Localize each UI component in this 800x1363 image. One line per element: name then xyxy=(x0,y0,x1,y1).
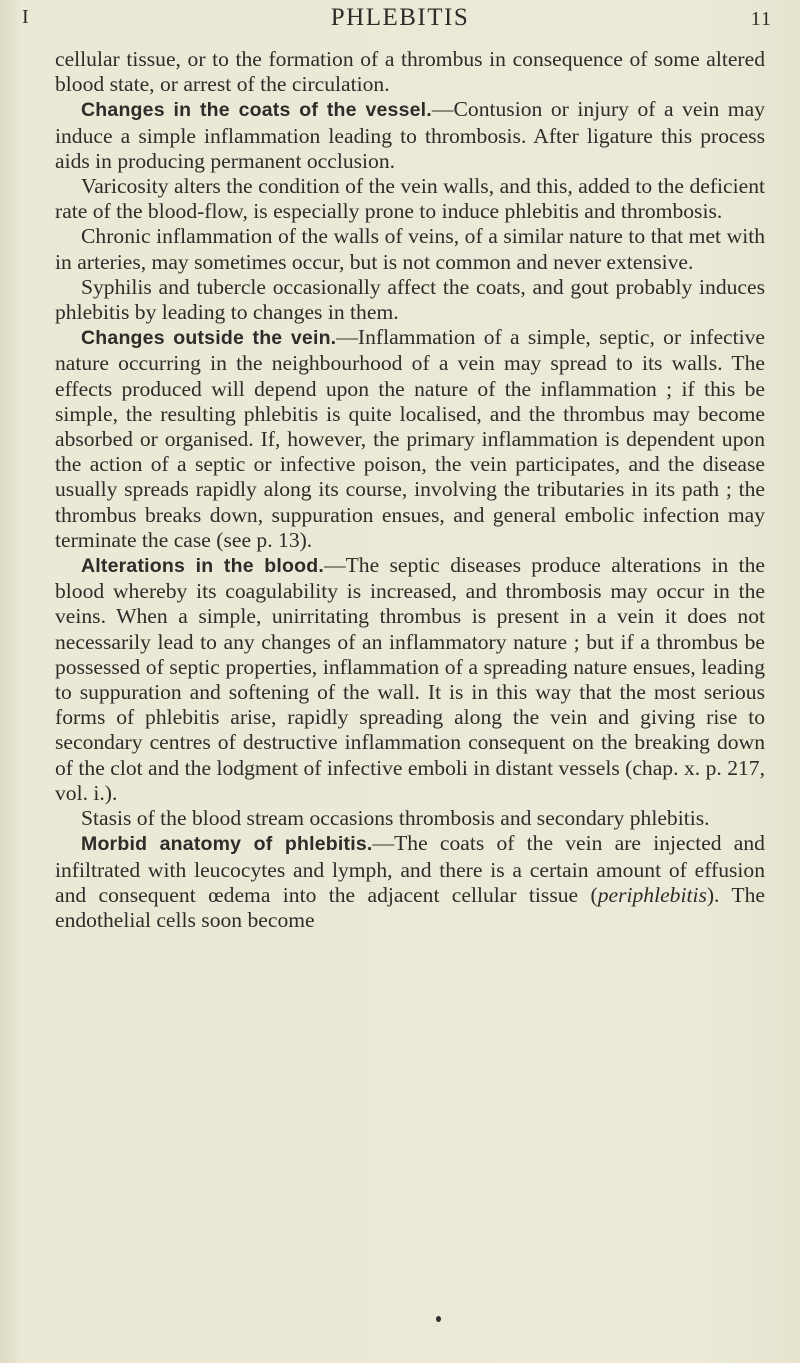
paragraph xyxy=(55,325,765,553)
paragraph-text: Chronic inflammation of the walls of veins, of a similar nature to that met with in arteries, may sometimes occur, but is not common and never extensive. xyxy=(55,224,765,274)
paragraph-text: —The septic diseases produce alterations in the blood whereby its coagulability is increased, and thrombosis may occur in the veins. When a simple, unirritating thrombus is present in a vein it does not necessarily lead to any changes of an inflammatory nature ; but if a thrombus be possessed of septic properties, inflammation of a spreading nature ensues, leading to suppuration and softening of the wall. It is in this way that the most serious forms of phlebitis arise, rapidly spreading along the vein and giving rise to secondary centres of destructive inflammation consequent on the breaking down of the clot and the lodgment of infective emboli in distant vessels (chap. x. p. 217, vol. i.). xyxy=(55,553,765,805)
paragraph xyxy=(55,174,765,224)
paragraph xyxy=(55,553,765,806)
paragraph xyxy=(55,831,765,933)
paragraph xyxy=(55,47,765,97)
paragraph-text: Stasis of the blood stream occasions thrombosis and secondary phlebitis. xyxy=(81,806,710,831)
body-text xyxy=(55,47,765,933)
printer-mark xyxy=(436,1316,441,1322)
paragraph-text: —Contusion or injury of a vein may induce a simple inflammation leading to thrombosis. After ligature this process aids in producing permanent occlusion. xyxy=(55,97,765,173)
section-heading: Changes in the coats of the vessel. xyxy=(81,99,432,122)
italic-term: periphlebitis xyxy=(597,882,707,907)
paragraph-text: cellular tissue, or to the formation of a thrombus in consequence of some altered blood state, or arrest of the circulation. xyxy=(55,47,765,97)
volume-number: I xyxy=(22,6,29,28)
running-title: PHLEBITIS xyxy=(330,4,470,31)
section-heading: Changes outside the vein. xyxy=(81,327,337,350)
paragraph-text: —The coats of the vein are injected and infiltrated with leucocytes and lymph, and there is a certain amount of effusion and consequent œdema into the adjacent cellular tissue ( xyxy=(55,831,765,907)
section-heading: Morbid anatomy of phlebitis. xyxy=(81,833,373,856)
paragraph-text: ). The endothelial cells soon become xyxy=(55,882,766,932)
paragraph xyxy=(55,275,765,325)
page-number: 11 xyxy=(750,8,772,30)
section-heading: Alterations in the blood. xyxy=(81,555,324,578)
paragraph xyxy=(55,806,765,831)
paragraph xyxy=(55,224,765,274)
page-header xyxy=(0,4,800,40)
paragraph xyxy=(55,97,765,174)
paragraph-text: Syphilis and tubercle occasionally affect the coats, and gout probably induces phlebitis by leading to changes in them. xyxy=(55,274,765,325)
paragraph-text: —Inflammation of a simple, septic, or infective nature occurring in the neighbourhood of a vein may spread to its walls. The effects produced will depend upon the nature of the inflammation ; if this be simple, the resulting phlebitis is quite localised, and the thrombus may become absorbed or organised. If, however, the primary inflammation is dependent upon the action of a septic or infective poison, the vein participates, and the disease usually spreads rapidly along its course, involving the tributaries in its path ; the thrombus breaks down, suppuration ensues, and general embolic infection may terminate the case (see p. 13). xyxy=(55,325,765,552)
paragraph-text: Varicosity alters the condition of the vein walls, and this, added to the deficient rate of the blood-flow, is especially prone to induce phlebitis and thrombosis. xyxy=(55,174,765,224)
